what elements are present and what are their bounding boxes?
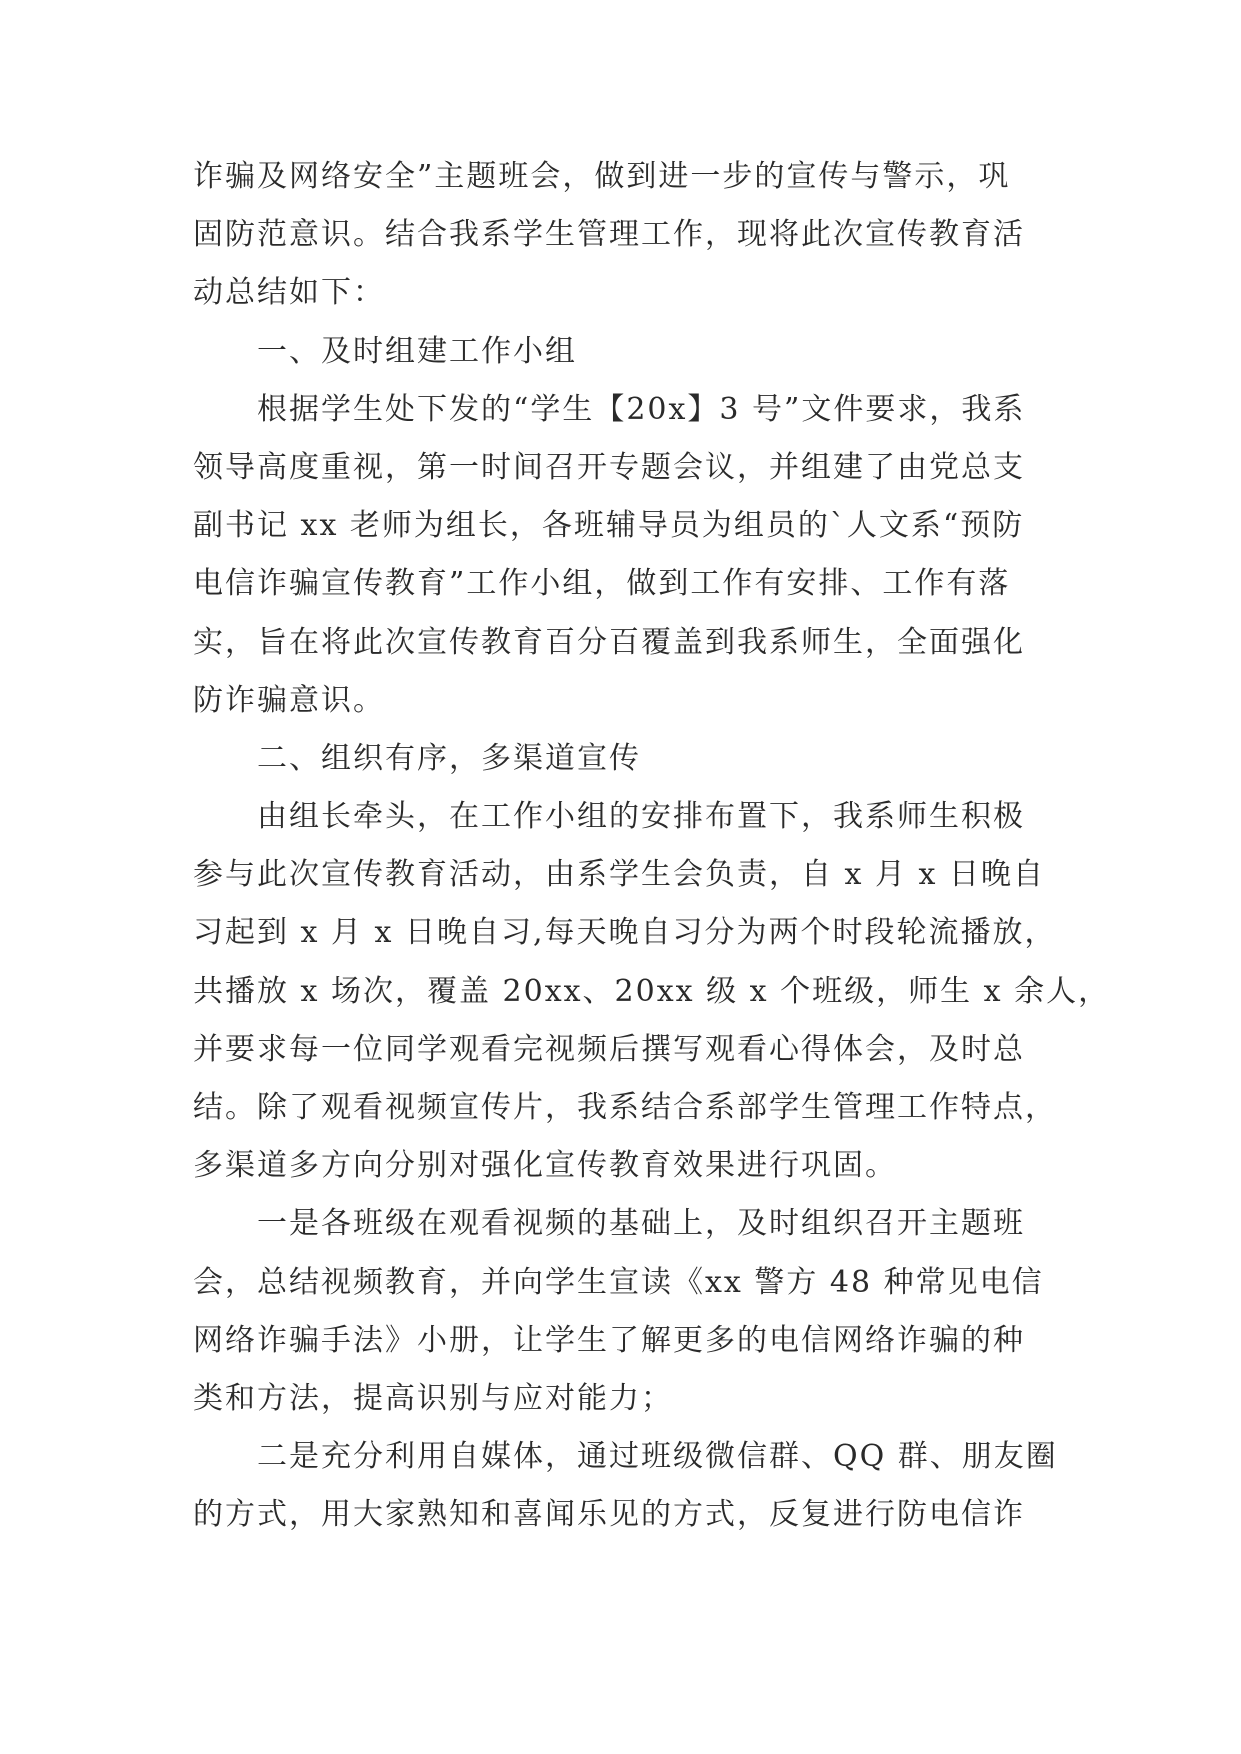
paragraph-line: 由组长牵头，在工作小组的安排布置下，我系师生积极	[257, 799, 1025, 835]
section-heading-1: 一、及时组建工作小组	[257, 333, 577, 369]
paragraph-line: 网络诈骗手法》小册，让学生了解更多的电信网络诈骗的种	[193, 1322, 1025, 1358]
paragraph-line: 会，总结视频教育，并向学生宣读《xx 警方 48 种常见电信	[193, 1264, 1044, 1300]
paragraph-line: 一是各班级在观看视频的基础上，及时组织召开主题班	[257, 1206, 1025, 1242]
paragraph-line: 动总结如下：	[193, 275, 385, 311]
paragraph-line: 副书记 xx 老师为组长，各班辅导员为组员的`人文系“预防	[193, 508, 1025, 544]
paragraph-line: 实，旨在将此次宣传教育百分百覆盖到我系师生，全面强化	[193, 624, 1025, 660]
paragraph-line: 共播放 x 场次，覆盖 20xx、20xx 级 x 个班级，师生 x 余人，	[193, 973, 1111, 1009]
paragraph-line: 电信诈骗宣传教育”工作小组，做到工作有安排、工作有落	[193, 566, 1011, 602]
paragraph-line: 固防范意识。结合我系学生管理工作，现将此次宣传教育活	[193, 217, 1025, 253]
paragraph-line: 领导高度重视，第一时间召开专题会议，并组建了由党总支	[193, 449, 1025, 485]
section-heading-2: 二、组织有序，多渠道宣传	[257, 740, 641, 776]
paragraph-line: 诈骗及网络安全”主题班会，做到进一步的宣传与警示，巩	[193, 159, 1011, 194]
paragraph-line: 的方式，用大家熟知和喜闻乐见的方式，反复进行防电信诈	[193, 1497, 1025, 1533]
document-body	[193, 148, 1111, 1545]
paragraph-line: 多渠道多方向分别对强化宣传教育效果进行巩固。	[193, 1148, 897, 1184]
paragraph-line: 参与此次宣传教育活动，由系学生会负责，自 x 月 x 日晚自	[193, 857, 1045, 893]
paragraph-line: 并要求每一位同学观看完视频后撰写观看心得体会，及时总	[193, 1031, 1025, 1067]
paragraph-line: 防诈骗意识。	[193, 682, 385, 718]
paragraph-line: 根据学生处下发的“学生【20x】3 号”文件要求，我系	[257, 391, 1026, 427]
paragraph-line: 结。除了观看视频宣传片，我系结合系部学生管理工作特点，	[193, 1090, 1057, 1125]
paragraph-line: 习起到 x 月 x 日晚自习,每天晚自习分为两个时段轮流播放，	[193, 915, 1057, 951]
paragraph-line: 二是充分利用自媒体，通过班级微信群、QQ 群、朋友圈	[257, 1439, 1058, 1475]
paragraph-line: 类和方法，提高识别与应对能力；	[193, 1380, 673, 1416]
